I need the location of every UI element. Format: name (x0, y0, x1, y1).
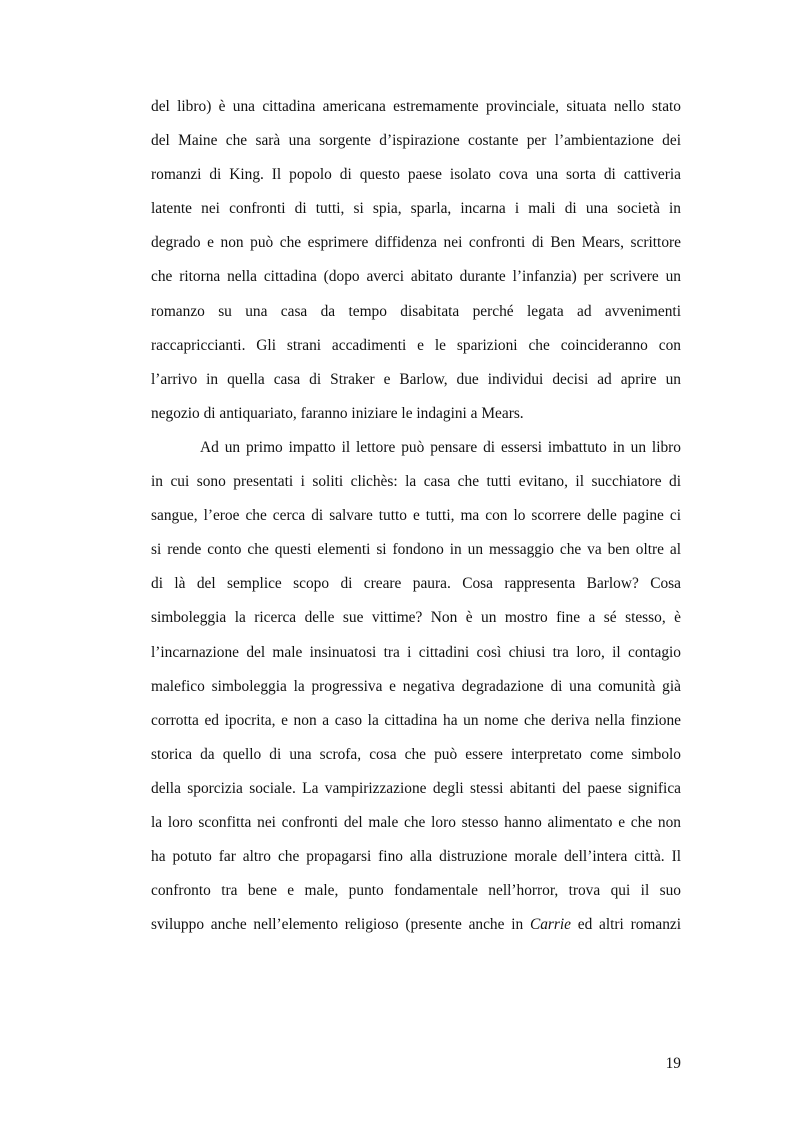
text-line: l’incarnazione del male insinuatosi tra i cittadini così chiusi tra loro, il contagio (151, 643, 681, 661)
text-line: che ritorna nella cittadina (dopo averci abitato durante l’infanzia) per scrivere un (151, 268, 681, 286)
text-line: si rende conto che questi elementi si fondono in un messaggio che va ben oltre al (151, 541, 681, 559)
text-line: corrotta ed ipocrita, e non a caso la cittadina ha un nome che deriva nella finzione (151, 711, 681, 729)
text-line: sangue, l’eroe che cerca di salvare tutto e tutti, ma con lo scorrere delle pagine ci (151, 507, 681, 525)
text-line: latente nei confronti di tutti, si spia, sparla, incarna i mali di una società in (151, 200, 681, 218)
text-line: confronto tra bene e male, punto fondamentale nell’horror, trova qui il suo (151, 882, 681, 900)
italic-title-carrie: Carrie (529, 916, 571, 934)
text-line: sviluppo anche nell’elemento religioso (presente anche in Carrie ed altri romanzi (151, 916, 681, 934)
text-line: romanzi di King. Il popolo di questo paese isolato cova una sorta di cattiveria (151, 166, 681, 184)
text-line: del libro) è una cittadina americana estremamente provinciale, situata nello stato (151, 98, 681, 115)
text-line: degrado e non può che esprimere diffidenza nei confronti di Ben Mears, scrittore (151, 234, 681, 252)
text-line: di là del semplice scopo di creare paura. Cosa rappresenta Barlow? Cosa (151, 575, 681, 593)
text-line: la loro sconfitta nei confronti del male che loro stesso hanno alimentato e che non (151, 813, 681, 831)
text-line: in cui sono presentati i soliti clichès: la casa che tutti evitano, il succhiatore di (151, 473, 681, 491)
text-line: malefico simboleggia la progressiva e negativa degradazione di una comunità già (151, 677, 681, 695)
text-line: della sporcizia sociale. La vampirizzazione degli stessi abitanti del paese significa (151, 779, 681, 797)
text-line: l’arrivo in quella casa di Straker e Barlow, due individui decisi ad aprire un (151, 370, 681, 388)
text-line: del Maine che sarà una sorgente d’ispirazione costante per l’ambientazione dei (151, 132, 681, 150)
text-line: ha potuto far altro che propagarsi fino alla distruzione morale dell’intera città. Il (151, 848, 681, 866)
page-number: 19 (665, 1055, 681, 1072)
text-line: simboleggia la ricerca delle sue vittime? Non è un mostro fine a sé stesso, è (151, 609, 681, 627)
text-line: negozio di antiquariato, faranno iniziare le indagini a Mears. (151, 404, 524, 422)
body-text (151, 90, 681, 942)
paragraph-first-line: Ad un primo impatto il lettore può pensare di essersi imbattuto in un libro (200, 438, 681, 456)
text-line: raccapriccianti. Gli strani accadimenti e le sparizioni che coincideranno con (151, 336, 681, 354)
text-line: storica da quello di una scrofa, cosa che può essere interpretato come simbolo (151, 745, 681, 763)
text-line: romanzo su una casa da tempo disabitata perché legata ad avvenimenti (151, 302, 681, 320)
